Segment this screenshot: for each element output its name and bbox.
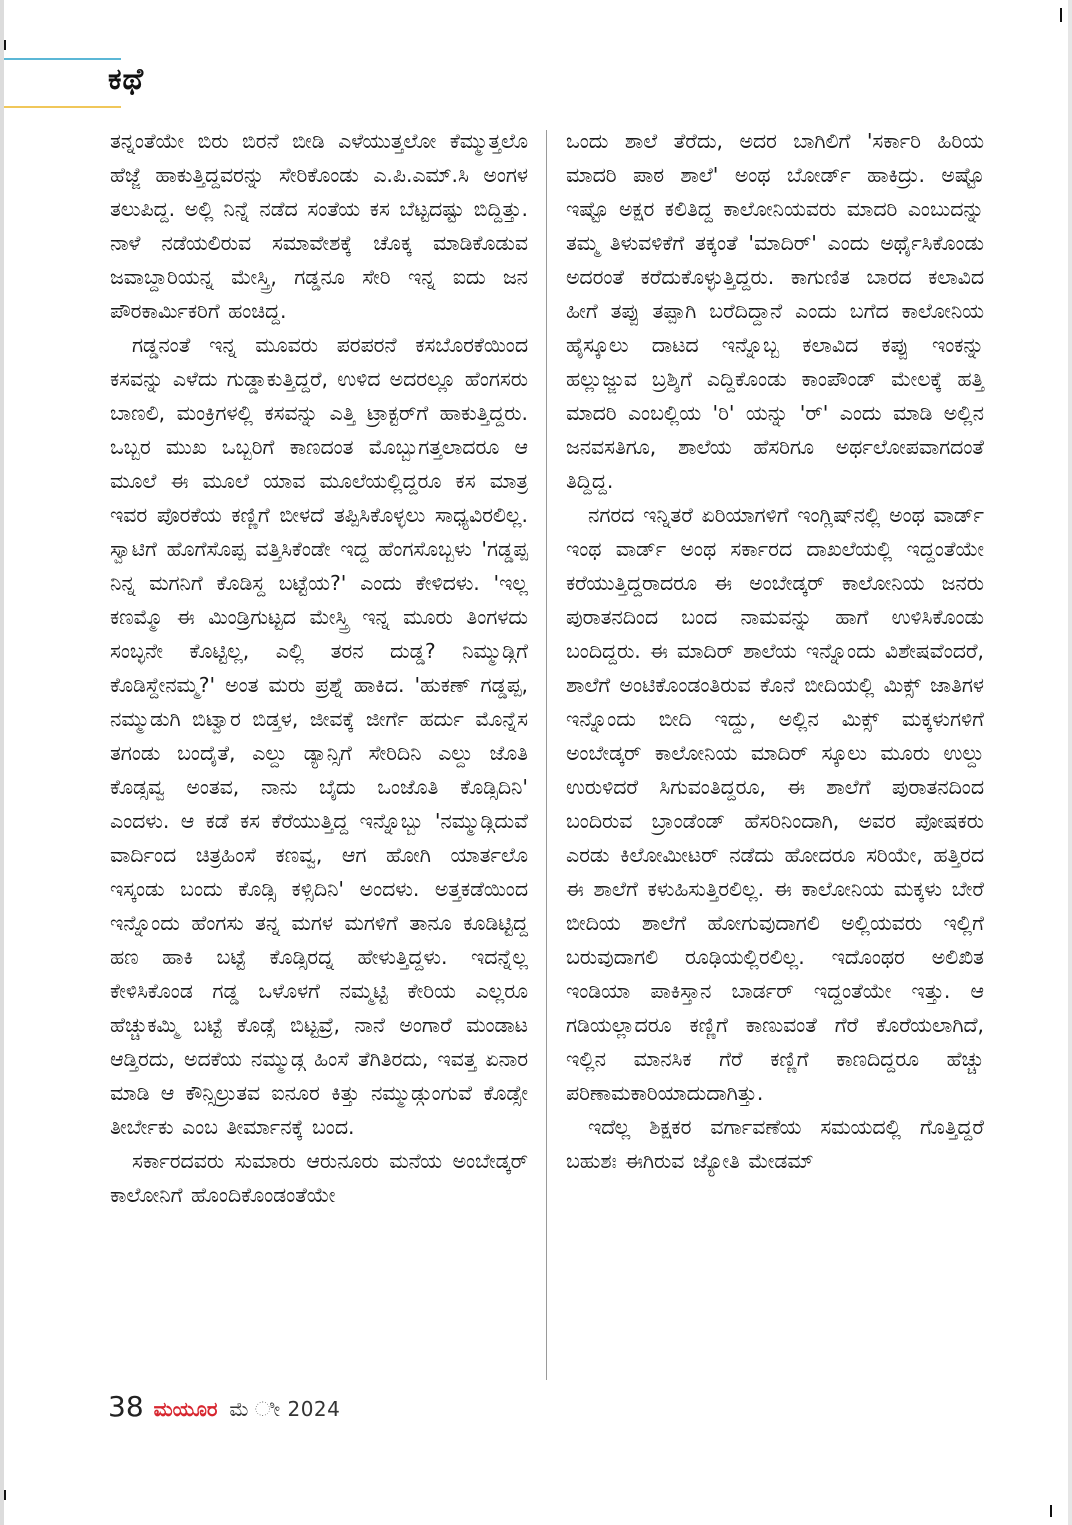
text-column-left [110,124,528,1212]
header-rule-yellow [4,106,121,108]
magazine-logo: ಮಯೂರ [153,1397,218,1421]
page-number: 38 [108,1390,144,1423]
issue-date: ಮೆ ೀ 2024 [229,1397,341,1421]
paragraph: ನಗರದ ಇನ್ನಿತರೆ ಏರಿಯಾಗಳಿಗೆ ಇಂಗ್ಲಿಷ್‌ನಲ್ಲಿ ಅಂಥ ವಾರ್ಡ್ ಇಂಥ ವಾರ್ಡ್ ಅಂಥ ಸರ್ಕಾರದ ದಾಖಲೆಯಲ್ಲಿ ಇದ್ದಂತೆಯೇ ಕರೆಯುತ್ತಿದ್ದರಾದರೂ ಈ ಅಂಬೇಡ್ಕರ್ ಕಾಲೋನಿಯ ಜನರು ಪುರಾತನದಿಂದ ಬಂದ ನಾಮವನ್ನು ಹಾಗೆ ಉಳಿಸಿಕೊಂಡು ಬಂದಿದ್ದರು. ಈ ಮಾದಿರ್ ಶಾಲೆಯ ಇನ್ನೊಂದು ವಿಶೇಷವೆಂದರೆ, ಶಾಲೆಗೆ ಅಂಟಿಕೊಂಡಂತಿರುವ ಕೊನೆ ಬೀದಿಯಲ್ಲಿ ಮಿಕ್ಸ್ ಜಾತಿಗಳ ಇನ್ನೊಂದು ಬೀದಿ ಇದ್ದು, ಅಲ್ಲಿನ ಮಿಕ್ಸ್ ಮಕ್ಕಳುಗಳಿಗೆ ಅಂಬೇಡ್ಕರ್ ಕಾಲೋನಿಯ ಮಾದಿರ್ ಸ್ಕೂಲು ಮೂರು ಉಲ್ದು ಉರುಳಿದರೆ ಸಿಗುವಂತಿದ್ದರೂ, ಈ ಶಾಲೆಗೆ ಪುರಾತನದಿಂದ ಬಂದಿರುವ ಬ್ರಾಂಡೆಂಡ್ ಹೆಸರಿನಿಂದಾಗಿ, ಅವರ ಪೋಷಕರು ಎರಡು ಕಿಲೋಮೀಟರ್ ನಡೆದು ಹೋದರೂ ಸರಿಯೇ, ಹತ್ತಿರದ ಈ ಶಾಲೆಗೆ ಕಳುಹಿಸುತ್ತಿರಲಿಲ್ಲ. ಈ ಕಾಲೋನಿಯ ಮಕ್ಕಳು ಬೇರೆ ಬೀದಿಯ ಶಾಲೆಗೆ ಹೋಗುವುದಾಗಲಿ ಅಲ್ಲಿಯವರು ಇಲ್ಲಿಗೆ ಬರುವುದಾಗಲಿ ರೂಢಿಯಲ್ಲಿರಲಿಲ್ಲ. ಇದೊಂಥರ ಅಲಿಖಿತ ಇಂಡಿಯಾ ಪಾಕಿಸ್ತಾನ ಬಾರ್ಡರ್ ಇದ್ದಂತೆಯೇ ಇತ್ತು. ಆ ಗಡಿಯಲ್ಲಾದರೂ ಕಣ್ಣಿಗೆ ಕಾಣುವಂತೆ ಗೆರೆ ಕೊರೆಯಲಾಗಿದೆ, ಇಲ್ಲಿನ ಮಾನಸಿಕ ಗೆರೆ ಕಣ್ಣಿಗೆ ಕಾಣದಿದ್ದರೂ ಹೆಚ್ಚು ಪರಿಣಾಮಕಾರಿಯಾದುದಾಗಿತ್ತು. [566,503,984,1105]
page-edge-right [1068,0,1072,1525]
crop-mark-bottom-left [4,1490,6,1500]
paragraph: ತನ್ನಂತೆಯೇ ಬಿರು ಬಿರನೆ ಬೀಡಿ ಎಳೆಯುತ್ತಲೋ ಕೆಮ್ಮುತ್ತಲೊ ಹೆಜ್ಜೆ ಹಾಕುತ್ತಿದ್ದವರನ್ನು ಸೇರಿಕೊಂಡು ಎ.ಪಿ.ಎಮ್.ಸಿ ಅಂಗಳ ತಲುಪಿದ್ದ. ಅಲ್ಲಿ ನಿನ್ನೆ ನಡೆದ ಸಂತೆಯ ಕಸ ಬೆಟ್ಟದಷ್ಟು ಬಿದ್ದಿತ್ತು. ನಾಳೆ ನಡೆಯಲಿರುವ ಸಮಾವೇಶಕ್ಕೆ ಚೊಕ್ಕ ಮಾಡಿಕೊಡುವ ಜವಾಬ್ದಾರಿಯನ್ನ ಮೇಸ್ತ್ರಿ, ಗಡ್ಡನೂ ಸೇರಿ ಇನ್ನ ಐದು ಜನ ಪೌರಕಾರ್ಮಿಕರಿಗೆ ಹಂಚಿದ್ದ. [110,129,528,323]
header-rule-blue [4,58,121,60]
page-footer [108,1390,340,1430]
section-label: ಕಥೆ [108,62,145,97]
text-column-right [566,124,984,1178]
page-edge-left [0,0,4,1525]
paragraph: ಇದೆಲ್ಲ ಶಿಕ್ಷಕರ ವರ್ಗಾವಣೆಯ ಸಮಯದಲ್ಲಿ ಗೊತ್ತಿದ್ದರೆ ಬಹುಶಃ ಈಗಿರುವ ಜ್ಯೋತಿ ಮೇಡಮ್ [566,1115,984,1173]
paragraph: ಗಡ್ಡನಂತೆ ಇನ್ನ ಮೂವರು ಪರಪರನೆ ಕಸಬೊರಕೆಯಿಂದ ಕಸವನ್ನು ಎಳೆದು ಗುಡ್ಡಾಕುತ್ತಿದ್ದರೆ, ಉಳಿದ ಅದರಲ್ಲೂ ಹೆಂಗಸರು ಬಾಣಲಿ, ಮಂಕ್ರಿಗಳಲ್ಲಿ ಕಸವನ್ನು ಎತ್ತಿ ಟ್ರಾಕ್ಟರ್‌ಗೆ ಹಾಕುತ್ತಿದ್ದರು. ಒಬ್ಬರ ಮುಖ ಒಬ್ಬರಿಗೆ ಕಾಣದಂತ ಮೊಬ್ಬುಗತ್ತಲಾದರೂ ಆ ಮೂಲೆ ಈ ಮೂಲೆ ಯಾವ ಮೂಲೆಯಲ್ಲಿದ್ದರೂ ಕಸ ಮಾತ್ರ ಇವರ ಪೊರಕೆಯ ಕಣ್ಣಿಗೆ ಬೀಳದೆ ತಪ್ಪಿಸಿಕೊಳ್ಳಲು ಸಾಧ್ಯವಿರಲಿಲ್ಲ. ಸ್ವಾಟಿಗೆ ಹೊಗೆಸೊಪ್ಪ ವತ್ತಿಸಿಕೆಂಡೇ ಇದ್ದ ಹೆಂಗಸೊಬ್ಬಳು 'ಗಡ್ಡಪ್ಪ ನಿನ್ನ ಮಗನಿಗೆ ಕೊಡಿಸ್ದ ಬಟ್ಟೆಯ?' ಎಂದು ಕೇಳಿದಳು. 'ಇಲ್ಲ ಕಣಮ್ಮೊ ಈ ಮಿಂಡ್ರಿಗುಟ್ಟದ ಮೇಸ್ತ್ರಿ ಇನ್ನ ಮೂರು ತಿಂಗಳದು ಸಂಬ್ಳನೇ ಕೊಟ್ಟಿಲ್ಲ, ಎಲ್ಲಿ ತರನ ದುಡ್ಡ? ನಿಮ್ಮುಡ್ಗಿಗೆ ಕೊಡಿಸ್ದೇನಮ್ಮ?' ಅಂತ ಮರು ಪ್ರಶ್ನೆ ಹಾಕಿದ. 'ಹುಕಣ್ ಗಡ್ಡಪ್ಪ, ನಮ್ಮುಡುಗಿ ಬಿಟ್ವಾರ ಬಿಡ್ತಳ, ಜೀವಕ್ಕೆ ಜೀರ್ಗೆ ಹರ್ದು ಮೊನ್ನೆಸ ತಗಂಡು ಬಂದೈತೆ, ಎಲ್ದು ಡ್ಯಾನ್ಸಿಗೆ ಸೇರಿದಿನಿ ಎಲ್ದು ಜೊತಿ ಕೊಡ್ಸವ್ವ ಅಂತವ, ನಾನು ಬೈದು ಒಂಜೊತಿ ಕೊಡ್ಸಿದಿನಿ' ಎಂದಳು. ಆ ಕಡೆ ಕಸ ಕೆರೆಯುತ್ತಿದ್ದ ಇನ್ನೊಬ್ಬು 'ನಮ್ಮುಡ್ಗಿದುವೆ ವಾರ್ದಿಂದ ಚಿತ್ರಹಿಂಸೆ ಕಣವ್ವ, ಆಗ ಹೋಗಿ ಯಾರ್ತಲೊ ಇಸ್ಕಂಡು ಬಂದು ಕೊಡ್ಸಿ ಕಳ್ಸಿದಿನಿ' ಅಂದಳು. ಅತ್ತಕಡೆಯಿಂದ ಇನ್ನೊಂದು ಹೆಂಗಸು ತನ್ನ ಮಗಳ ಮಗಳಿಗೆ ತಾನೂ ಕೂಡಿಟ್ಟಿದ್ದ ಹಣ ಹಾಕಿ ಬಟ್ಟೆ ಕೊಡ್ಸಿರದ್ನ ಹೇಳುತ್ತಿದ್ದಳು. ಇದನ್ನೆಲ್ಲ ಕೇಳಿಸಿಕೊಂಡ ಗಡ್ಡ ಒಳೊಳಗೆ ನಮ್ಮಟ್ಟಿ ಕೇರಿಯ ಎಲ್ಲರೂ ಹೆಚ್ಚುಕಮ್ಮಿ ಬಟ್ಟೆ ಕೊಡ್ಸೆ ಬಿಟ್ಟವ್ರೆ, ನಾನೆ ಅಂಗಾರೆ ಮಂಡಾಟ ಆಡ್ತಿರದು, ಅದಕೆಯ ನಮ್ಮುಡ್ಗ ಹಿಂಸೆ ತೆಗಿತಿರದು, ಇವತ್ತ ಏನಾರ ಮಾಡಿ ಆ ಕೌನ್ಸಿಲ್ರುತವ ಐನೂರ ಕಿತ್ತು ನಮ್ಮುಡ್ಗುಂಗುವೆ ಕೊಡ್ಸೇ ತೀರ್ಬೇಕು ಎಂಬ ತೀರ್ಮಾನಕ್ಕೆ ಬಂದ. [110,333,528,1139]
crop-mark-top-left [4,40,6,50]
crop-mark-bottom-right [1050,1505,1052,1517]
paragraph: ಒಂದು ಶಾಲೆ ತೆರೆದು, ಅದರ ಬಾಗಿಲಿಗೆ 'ಸರ್ಕಾರಿ ಹಿರಿಯ ಮಾದರಿ ಪಾಠ ಶಾಲೆ' ಅಂಥ ಬೋರ್ಡ್ ಹಾಕಿದ್ರು. ಅಷ್ಟೊ ಇಷ್ಟೊ ಅಕ್ಷರ ಕಲಿತಿದ್ದ ಕಾಲೋನಿಯವರು ಮಾದರಿ ಎಂಬುದನ್ನು ತಮ್ಮ ತಿಳುವಳಿಕೆಗೆ ತಕ್ಕಂತೆ 'ಮಾದಿರ್' ಎಂದು ಅರ್ಥೈಸಿಕೊಂಡು ಅದರಂತೆ ಕರೆದುಕೊಳ್ಳುತ್ತಿದ್ದರು. ಕಾಗುಣಿತ ಬಾರದ ಕಲಾವಿದ ಹೀಗೆ ತಪ್ಪು ತಪ್ಪಾಗಿ ಬರೆದಿದ್ದಾನೆ ಎಂದು ಬಗೆದ ಕಾಲೋನಿಯ ಹೈಸ್ಕೂಲು ದಾಟದ ಇನ್ನೊಬ್ಬ ಕಲಾವಿದ ಕಪ್ಪು ಇಂಕನ್ನು ಹಲ್ಲುಜ್ಜುವ ಬ್ರಶ್ಶಿಗೆ ಎದ್ದಿಕೊಂಡು ಕಾಂಪೌಂಡ್ ಮೇಲಕ್ಕೆ ಹತ್ತಿ ಮಾದರಿ ಎಂಬಲ್ಲಿಯ 'ರಿ' ಯನ್ನು 'ರ್' ಎಂದು ಮಾಡಿ ಅಲ್ಲಿನ ಜನವಸತಿಗೂ, ಶಾಲೆಯ ಹೆಸರಿಗೂ ಅರ್ಥಲೋಪವಾಗದಂತೆ ತಿದ್ದಿದ್ದ. [566,129,984,493]
column-divider [546,130,547,1380]
paragraph: ಸರ್ಕಾರದವರು ಸುಮಾರು ಆರುನೂರು ಮನೆಯ ಅಂಬೇಡ್ಕರ್ ಕಾಲೋನಿಗೆ ಹೊಂದಿಕೊಂಡಂತೆಯೇ [110,1149,528,1207]
crop-mark-top-right [1060,8,1062,22]
